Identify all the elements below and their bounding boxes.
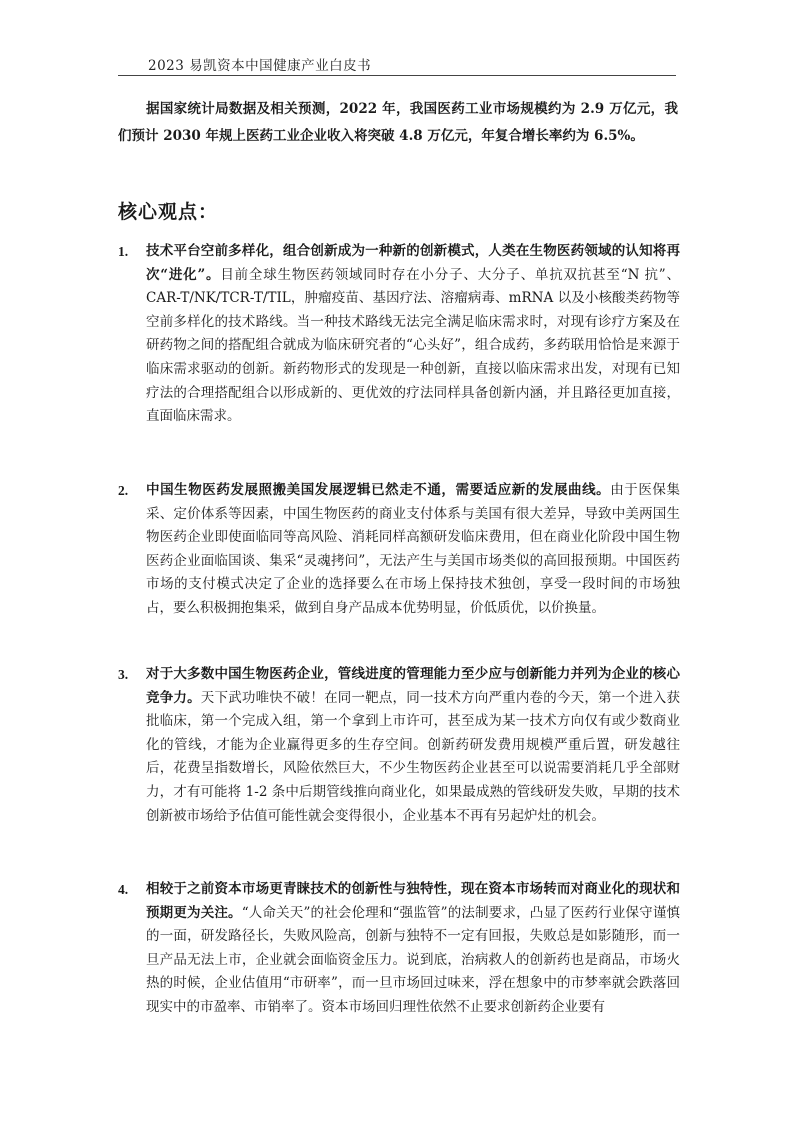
point-body [146,240,680,429]
point-number: 2. [118,483,129,498]
point-text: “人命关天”的社会伦理和“强监管”的法制要求，凸显了医药行业保守谨慎的一面，研发路径长，失败风险高，创新与独特不一定有回报，失败总是如影随形，而一旦产品无法上市，企业就会面临资金压力。说到底，治病救人的创新药也是商品，市场火热的时候，企业估值用“市研率”，而一旦市场回过味来，浮在想象中的市梦率就会跌落回现实中的市盈率、市销率了。资本市场回归理性依然不止要求创新药企业要有 [146,904,681,1015]
point-text: 目前全球生物医药领域同时存在小分子、大分子、单抗双抗甚至“N 抗”、CAR-T/NK/TCR-T/TIL，肿瘤疫苗、基因疗法、溶瘤病毒、mRNA 以及小核酸类药物等空前多样化的技术路线。当一种技术路线无法完全满足临床需求时，对现有诊疗方案及在研药物之间的搭配组合就成为临床研究者的“心头好”，组合成药，多药联用恰恰是来源于临床需求驱动的创新。新药物形式的发现是一种创新，直接以临床需求出发，对现有已知疗法的合理搭配组合以形成新的、更优效的疗法同样具备创新内涵，并且路径更加直接，直面临床需求。 [146,266,681,425]
core-point-1 [118,240,680,429]
header-rule [118,75,676,76]
core-point-4 [118,878,680,1020]
point-lead: 技术平台空前多样化，组合创新成为一种新的创新模式，人类在生物医药领域的认知将再次“进化”。 [146,243,680,283]
point-text: 天下武功唯快不破！在同一靶点，同一技术方向严重内卷的今天，第一个进入获批临床，第一个完成入组，第一个拿到上市许可，甚至成为某一技术方向仅有或少数商业化的管线，才能为企业赢得更多的生存空间。创新药研发费用规模严重后置，研发越往后，花费呈指数增长，风险依然巨大，不少生物医药企业甚至可以说需要消耗几乎全部财力，才有可能将 1-2 条中后期管线推向商业化，如果最成熟的管线研发失败，早期的技术创新被市场给予估值可能性就会变得很小，企业基本不再有另起炉灶的机会。 [146,689,681,824]
point-lead: 对于大多数中国生物医药企业，管线进度的管理能力至少应与创新能力并列为企业的核心竞争力。 [146,666,680,706]
running-header: 2023 易凯资本中国健康产业白皮书 [148,58,372,74]
point-number: 1. [118,244,129,259]
core-point-2 [118,479,680,621]
point-body [146,878,680,1020]
section-title: 核心观点： [118,201,219,223]
point-body [146,479,680,621]
point-lead: 中国生物医药发展照搬美国发展逻辑已然走不通，需要适应新的发展曲线。 [146,482,611,498]
core-point-3 [118,663,680,828]
point-number: 4. [118,882,129,897]
point-body [146,663,680,828]
point-number: 3. [118,667,129,682]
intro-paragraph: 据国家统计局数据及相关预测，2022 年，我国医药工业市场规模约为 2.9 万亿元，我们预计 2030 年规上医药工业企业收入将突破 4.8 万亿元，年复合增长率约为 6.5%。 [118,101,678,144]
point-text: 由于医保集采、定价体系等因素，中国生物医药的商业支付体系与美国有很大差异，导致中美两国生物医药企业即使面临同等高风险、消耗同样高额研发临床费用，但在商业化阶段中国生物医药企业面临国谈、集采“灵魂拷问”，无法产生与美国市场类似的高回报预期。中国医药市场的支付模式决定了企业的选择要么在市场上保持技术独创，享受一段时间的市场独占，要么积极拥抱集采，做到自身产品成本优势明显，价低质优，以价换量。 [146,482,681,616]
point-lead: 相较于之前资本市场更青睐技术的创新性与独特性，现在资本市场转而对商业化的现状和预期更为关注。 [146,881,680,921]
